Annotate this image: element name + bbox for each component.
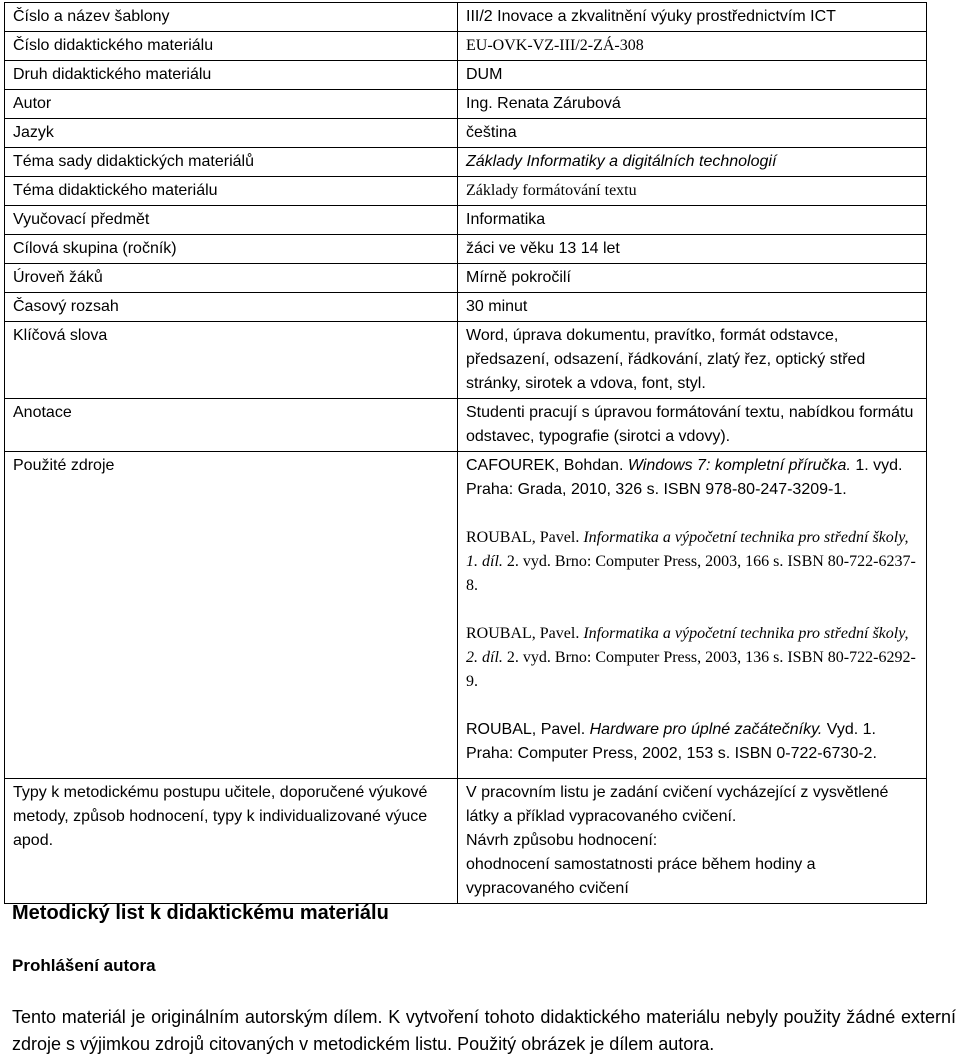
row-label: Druh didaktického materiálu: [5, 61, 458, 90]
metadata-table: [4, 2, 927, 904]
table-row: [5, 264, 927, 293]
row-label: Jazyk: [5, 119, 458, 148]
table-row: [5, 32, 927, 61]
row-label: Autor: [5, 90, 458, 119]
table-row: [5, 3, 927, 32]
row-label: Téma sady didaktických materiálů: [5, 148, 458, 177]
sources-list: [458, 452, 927, 779]
source-ref: ROUBAL, Pavel. Informatika a výpočetní technika pro střední školy, 2. díl. 2. vyd. Brno: Computer Press, 2003, 136 s. ISBN 80-722-6292-9.: [466, 625, 916, 690]
row-value: EU-OVK-VZ-III/2-ZÁ-308: [458, 32, 927, 61]
methods-line: ohodnocení samostatnosti práce během hodiny a vypracovaného cvičení: [466, 856, 816, 897]
methods-line: Návrh způsobu hodnocení:: [466, 832, 658, 849]
table-row: [5, 399, 927, 452]
row-value: Informatika: [458, 206, 927, 235]
row-value: čeština: [458, 119, 927, 148]
row-value: Word, úprava dokumentu, pravítko, formát odstavce, předsazení, odsazení, řádkování, zlatý řez, optický střed stránky, sirotek a vdova, font, styl.: [458, 322, 927, 399]
source-ref: CAFOUREK, Bohdan. Windows 7: kompletní příručka. 1. vyd. Praha: Grada, 2010, 326 s. ISBN 978-80-247-3209-1.: [466, 457, 903, 498]
sources-label: Použité zdroje: [5, 452, 458, 779]
row-label: Anotace: [5, 399, 458, 452]
row-value: Základy Informatiky a digitálních technologií: [458, 148, 927, 177]
table-row: [5, 206, 927, 235]
table-row: [5, 61, 927, 90]
row-value: 30 minut: [458, 293, 927, 322]
table-row: [5, 148, 927, 177]
section-title: Prohlášení autora: [12, 956, 156, 975]
row-label: Číslo didaktického materiálu: [5, 32, 458, 61]
row-value: Studenti pracují s úpravou formátování textu, nabídkou formátu odstavec, typografie (sirotci a vdovy).: [458, 399, 927, 452]
table-row: [5, 293, 927, 322]
row-label: Téma didaktického materiálu: [5, 177, 458, 206]
row-value: Ing. Renata Zárubová: [458, 90, 927, 119]
table-row: [5, 119, 927, 148]
table-row-methods: [5, 779, 927, 904]
row-label: Úroveň žáků: [5, 264, 458, 293]
row-value: Základy formátování textu: [458, 177, 927, 206]
methods-value: [458, 779, 927, 904]
row-label: Časový rozsah: [5, 293, 458, 322]
methods-line: V pracovním listu je zadání cvičení vycházející z vysvětlené látky a příklad vypracovaného cvičení.: [466, 784, 889, 825]
source-ref: ROUBAL, Pavel. Hardware pro úplné začátečníky. Vyd. 1. Praha: Computer Press, 2002, 153 s. ISBN 0-722-6730-2.: [466, 721, 877, 762]
page-title: Metodický list k didaktickému materiálu: [12, 902, 389, 924]
row-label: Klíčová slova: [5, 322, 458, 399]
methods-label: Typy k metodickému postupu učitele, doporučené výukové metody, způsob hodnocení, typy k individualizované výuce apod.: [5, 779, 458, 904]
row-label: Číslo a název šablony: [5, 3, 458, 32]
row-value: Mírně pokročilí: [458, 264, 927, 293]
table-row: [5, 322, 927, 399]
table-row-sources: [5, 452, 927, 779]
table-row: [5, 90, 927, 119]
source-ref: ROUBAL, Pavel. Informatika a výpočetní technika pro střední školy, 1. díl. 2. vyd. Brno: Computer Press, 2003, 166 s. ISBN 80-722-6237-8.: [466, 529, 916, 594]
row-value: žáci ve věku 13 14 let: [458, 235, 927, 264]
table-row: [5, 235, 927, 264]
row-label: Vyučovací předmět: [5, 206, 458, 235]
row-label: Cílová skupina (ročník): [5, 235, 458, 264]
row-value: III/2 Inovace a zkvalitnění výuky prostřednictvím ICT: [458, 3, 927, 32]
table-row: [5, 177, 927, 206]
row-value: DUM: [458, 61, 927, 90]
declaration-text: Tento materiál je originálním autorským dílem. K vytvoření tohoto didaktického materiálu nebyly použity žádné externí zdroje s výjimkou zdrojů citovaných v metodickém listu. Použitý obrázek je dílem autora.: [12, 1007, 956, 1054]
